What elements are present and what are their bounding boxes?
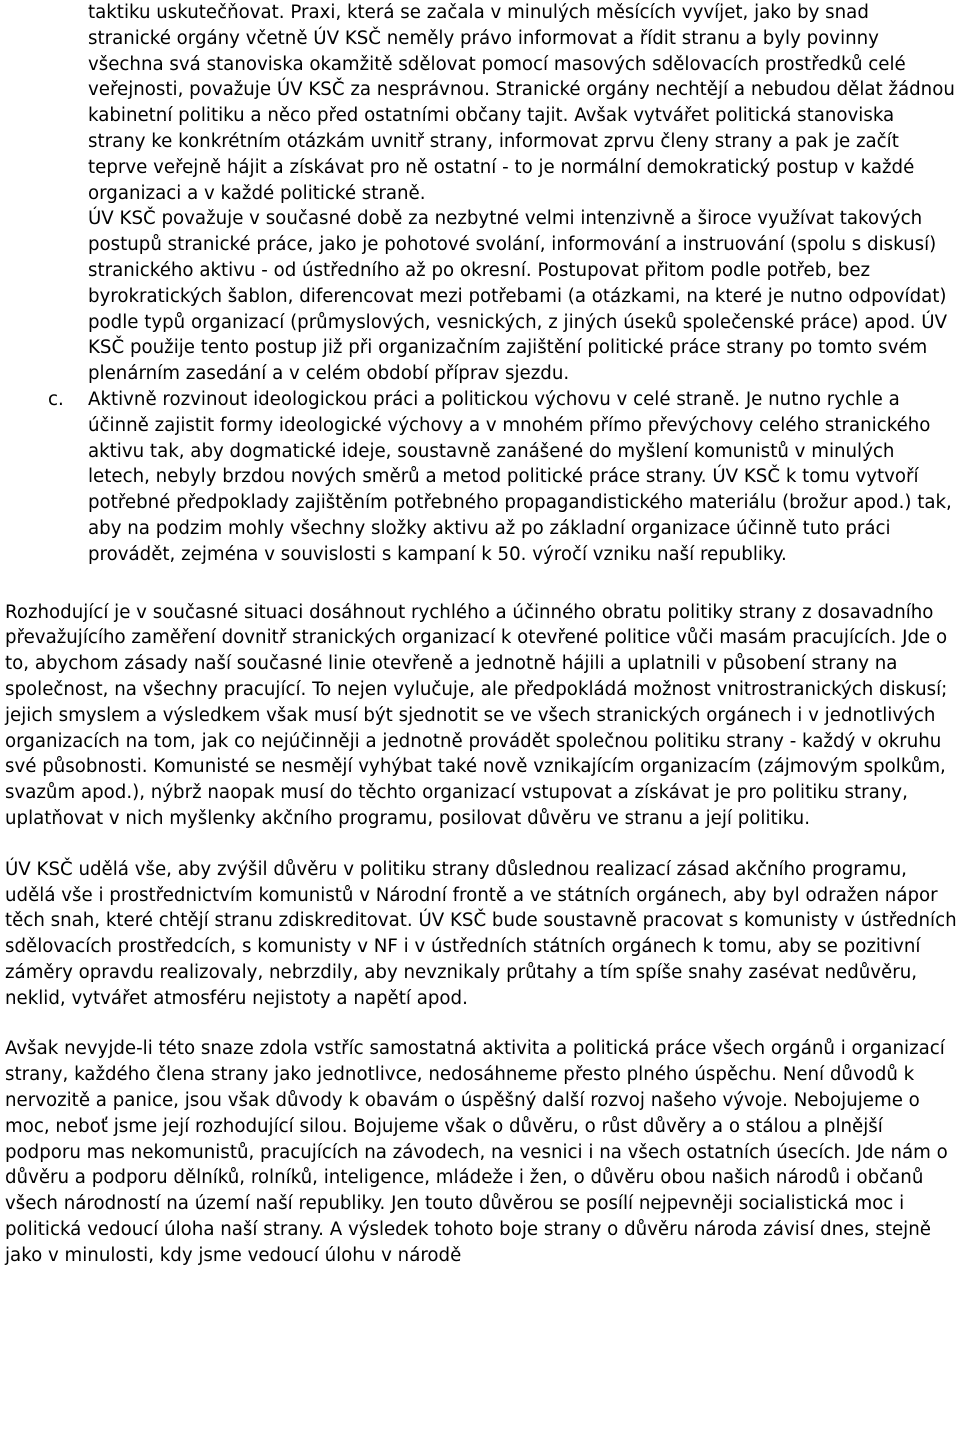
list-marker: c.: [48, 388, 64, 410]
spacer: [0, 568, 960, 600]
paragraph-central-committee: ÚV KSČ udělá vše, aby zvýšil důvěru v politiku strany důslednou realizací zásad akčního programu, udělá vše i prostřednictvím komunistů v Národní frontě a ve státních orgánech, aby byl odražen nápor těch snah, které chtějí stranu zdiskreditovat. ÚV KSČ bude soustavně pracovat s komunisty v ústředních sdělovacích prostředcích, s komunisty v NF i v ústředních státních orgánech k tomu, aby se pozitivní záměry opravdu realizovaly, nebrzdily, aby nevznikaly průtahy a tím spíše snahy zasévat nedůvěru, neklid, vytvářet atmosféru nejistoty a napětí apod.: [5, 858, 957, 1009]
indented-paragraph-party-practice: ÚV KSČ považuje v současné době za nezbytné velmi intenzivně a široce využívat takových postupů stranické práce, jako je pohotové svolání, informování a instruování (spolu s diskusí) stranického aktivu - od ústředního až po okresní. Postupovat přitom podle potřeb, bez byrokratických šablon, diferencovat mezi potřebami (a otázkami, na které je nutno odpovídat) podle typů organizací (průmyslových, vesnických, z jiných úseků společenské práce) apod. ÚV KSČ použije tento postup již při organizačním zajištění politické práce strany po tomto svém plenárním zasedání a v celém období příprav sjezdu.: [88, 208, 948, 385]
spacer: [0, 832, 960, 857]
indented-paragraph-party-information: taktiku uskutečňovat. Praxi, která se začala v minulých měsících vyvíjet, jako by snad stranické orgány včetně ÚV KSČ neměly právo informovat a řídit stranu a byly povinny všechna svá stanoviska okamžitě sdělovat pomocí masových sdělovacích prostředků celé veřejnosti, považuje ÚV KSČ za nesprávnou. Stranické orgány nechtějí a nebudou dělat žádnou kabinetní politiku a něco před ostatními občany tajit. Avšak vytvářet politická stanoviska strany ke konkrétním otázkám uvnitř strany, informovat zprvu členy strany a pak je začít teprve veřejně hájit a získávat pro ně ostatní - to je normální demokratický postup v každé organizaci a v každé politické straně.: [88, 2, 955, 204]
list-item-text: Aktivně rozvinout ideologickou práci a politickou výchovu v celé straně. Je nutno rychle a účinně zajistit formy ideologické výchovy a v mnohém přímo převýchovy celého stranického aktivu tak, aby dogmatické ideje, soustavně zanášené do myšlení komunistů v minulých letech, nebyly brzdou nových směrů a metod politické práce strany. ÚV KSČ k tomu vytvoří potřebné předpoklady zajištěním potřebného propagandistického materiálu (brožur apod.) tak, aby na podzim mohly všechny složky aktivu až po základní organizace účinně tuto práci provádět, zejména v souvislosti s kampaní k 50. výročí vzniku naší republiky.: [88, 388, 952, 565]
paragraph-struggle-for-trust: Avšak nevyjde-li této snaze zdola vstříc samostatná aktivita a politická práce všech orgánů i organizací strany, každého člena strany jako jednotlivce, nedosáhneme přesto plného úspěchu. Není důvodů k nervozitě a panice, jsou však důvody k obavám o úspěšný další rozvoj našeho vývoje. Nebojujeme o moc, neboť jsme její rozhodující silou. Bojujeme však o důvěru, o růst důvěry a o stálou a plnější podporu mas nekomunistů, pracujících na závodech, na vesnici i na všech ostatních úsecích. Jde nám o důvěru a podporu dělníků, rolníků, inteligence, mládeže i žen, o důvěru obou našich národů i občanů všech národností na území naší republiky. Jen touto důvěrou se posílí nejpevněji socialistická moc i politická vedoucí úloha naší strany. A výsledek tohoto boje strany o důvěru národa závisí dnes, stejně jako v minulosti, kdy jsme vedoucí úlohu v národě: [5, 1038, 948, 1266]
spacer: [0, 1011, 960, 1036]
list-item-c: [48, 387, 956, 568]
paragraph-decisive-turn: Rozhodující je v současné situaci dosáhnout rychlého a účinného obratu politiky strany z dosavadního převažujícího zaměření dovnitř stranických organizací k otevřené politice vůči masám pracujících. Jde o to, abychom zásady naší současné linie otevřeně a jednotně hájili a uplatnili v působení strany na společnost, na všechny pracující. To nejen vylučuje, ale předpokládá možnost vnitrostranických diskusí; jejich smyslem a výsledkem však musí být sjednotit se ve všech stranických orgánech i v jednotlivých organizacích na tom, jak co nejúčinněji a jednotně provádět společnou politiku strany - každý v okruhu své působnosti. Komunisté se nesmějí vyhýbat také nově vznikajícím organizacím (zájmovým spolkům, svazům apod.), nýbrž naopak musí do těchto organizací vstupovat a získávat je pro politiku strany, uplatňovat v nich myšlenky akčního programu, posilovat důvěru ve stranu a její politiku.: [5, 601, 948, 829]
indented-section: [88, 0, 956, 387]
